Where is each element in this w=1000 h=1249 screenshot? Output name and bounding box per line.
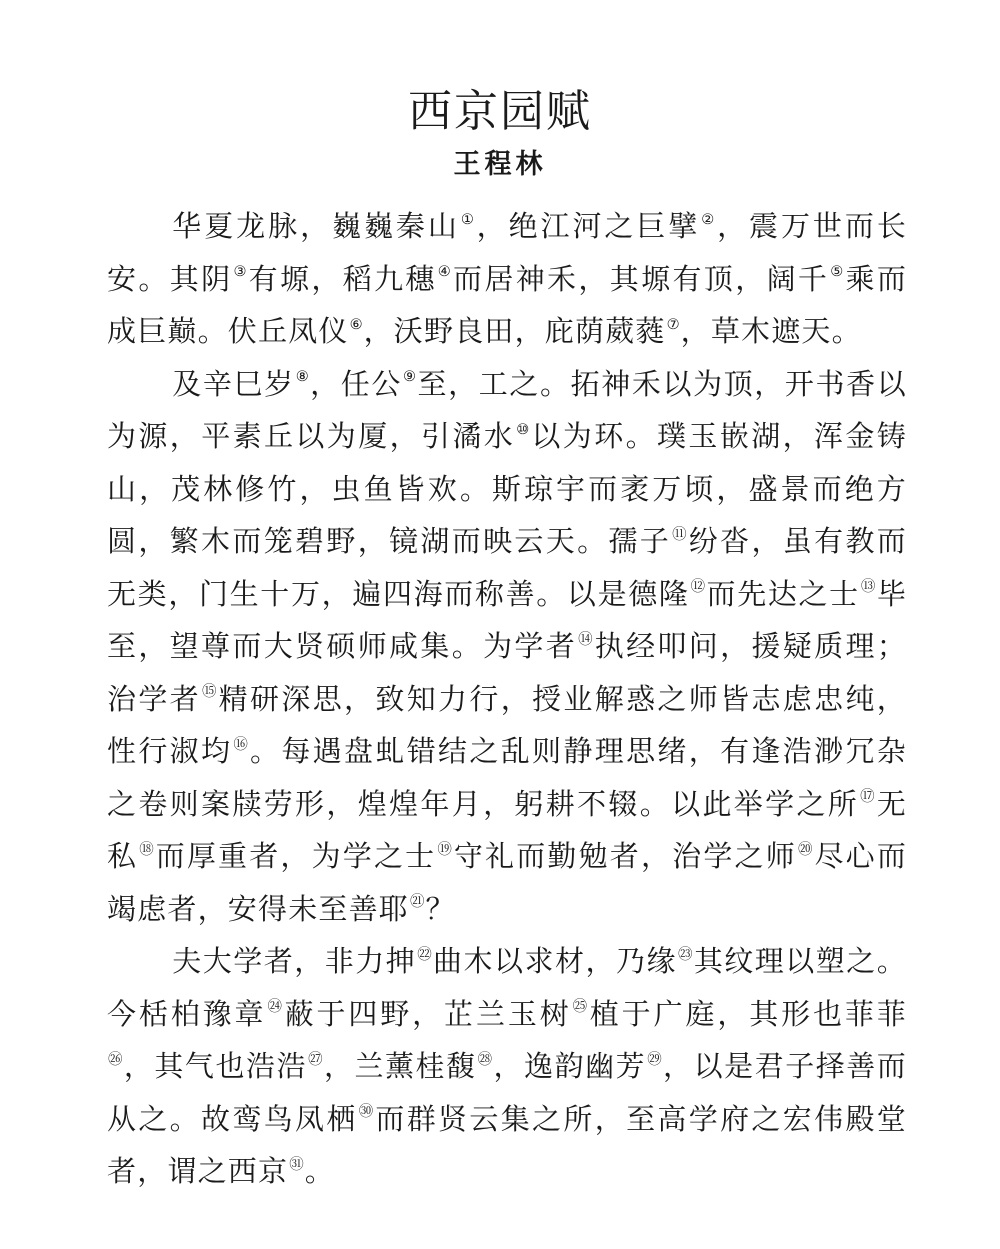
footnote-marker: ㉑ [410, 894, 425, 911]
paragraph-text: 植于广庭，其形也菲菲 [589, 996, 907, 1031]
footnote-marker: ⑳ [797, 841, 814, 858]
paragraph-text: 执经叩问，援疑质理；治学者 [107, 629, 907, 716]
paragraph-text: ，以是君子择善而从之。故鸾鸟凤栖 [107, 1049, 908, 1136]
footnote-marker: ㉖ [108, 1051, 123, 1068]
paragraph-text: 至，工之。拓神禾以为顶，开书香以为源，平素丘以为厦，引潏水 [107, 366, 907, 453]
footnote-marker: ⑪ [672, 526, 688, 543]
paragraph-text: ，绝江河之巨擘 [476, 209, 701, 243]
paragraph-text: ，草木遮天。 [680, 314, 862, 348]
paragraph-text: 蔽于四野，芷兰玉树 [284, 996, 572, 1031]
paragraph-text: 而先达之士 [706, 576, 860, 611]
footnote-marker: ⑨ [403, 369, 417, 386]
page-title: 西京园赋 [408, 86, 592, 137]
paragraph-text: ？ [425, 891, 456, 926]
footnote-marker: ㉕ [572, 999, 589, 1016]
footnote-marker: ⑱ [139, 841, 155, 858]
paragraph-text: 有塬，稻九穗 [248, 261, 437, 296]
paragraph-text: 曲木以求材，乃缘 [433, 944, 678, 978]
paragraph-text: ，其气也浩浩 [123, 1049, 308, 1083]
footnote-marker: ⑮ [202, 684, 218, 701]
footnote-marker: ⑦ [666, 316, 680, 333]
paragraph-text: 及辛巳岁 [172, 366, 295, 401]
paragraph-text: ，震万世而长安。其阴 [107, 209, 908, 296]
paragraph-text: 纷沓，虽有教而无类，门生十万，遍四海而称善。以是德隆 [107, 524, 908, 611]
paragraph-text: 乘而成巨巅。伏丘凤仪 [107, 261, 908, 348]
paragraph-text: 以为环。璞玉嵌湖，浑金铸山，茂林修竹，虫鱼皆欢。斯琼宇而袤万顷，盛景而绝方圆，繁木而笼碧野，镜湖而映云天。孺子 [107, 419, 907, 558]
paragraph-text: 精研深思，致知力行，授业解惑之师皆志虑忠纯，性行淑均 [107, 681, 907, 768]
paragraph-text: ，任公 [310, 366, 403, 401]
footnote-marker: ㉙ [647, 1051, 663, 1068]
footnote-marker: ⑬ [860, 579, 876, 596]
footnote-marker: ㉓ [678, 946, 693, 963]
footnote-marker: ⑧ [295, 369, 310, 386]
footnote-marker: ③ [233, 264, 248, 281]
footnote-marker: ⑭ [578, 631, 594, 648]
footnote-marker: ⑤ [830, 264, 845, 281]
footnote-marker: ② [701, 211, 717, 228]
paragraph-text: 。每遇盘虬错结之乱则静理思绪，有逢浩渺冗杂之卷则案牍劳形，煌煌年月，躬耕不辍。以此举学之所 [107, 734, 907, 821]
footnote-marker: ④ [437, 264, 452, 281]
paragraph-text: 而居神禾，其塬有顶，阔千 [452, 261, 830, 296]
footnote-marker: ㉘ [477, 1051, 493, 1068]
paragraph-text: ，逸韵幽芳 [493, 1049, 647, 1083]
paragraph-text: 守礼而勤勉者，治学之师 [453, 839, 797, 873]
footnote-marker: ⑯ [233, 736, 249, 753]
footnote-marker: ㉒ [417, 946, 433, 963]
paragraph-text: 夫大学者，非力抻 [172, 944, 417, 978]
footnote-marker: ⑫ [690, 579, 706, 596]
footnote-marker: ① [460, 211, 476, 228]
article-body [107, 200, 907, 1198]
footnote-marker: ⑲ [437, 841, 453, 858]
footnote-marker: ⑩ [516, 421, 531, 438]
paragraph [107, 200, 907, 358]
paragraph-text: 。 [304, 1154, 335, 1188]
footnote-marker: ㉔ [267, 999, 284, 1016]
footnote-marker: ㉚ [358, 1104, 375, 1121]
paragraph-text: 毕至，望尊而大贤硕师咸集。为学者 [107, 576, 908, 663]
footnote-marker: ⑰ [860, 789, 876, 806]
paragraph-text: ，兰薰桂馥 [323, 1049, 477, 1083]
footnote-marker: ㉗ [308, 1051, 323, 1068]
paragraph-text: 而群贤云集之所，至高学府之宏伟殿堂者，谓之西京 [107, 1101, 907, 1188]
paragraph-text: 而厚重者，为学之士 [155, 839, 437, 873]
paragraph [107, 358, 907, 936]
paragraph [107, 935, 907, 1198]
paragraph-text: 其纹理以塑之。今栝柏豫章 [107, 944, 907, 1031]
paragraph-text: 华夏龙脉，巍巍秦山 [172, 209, 460, 243]
footnote-marker: ㉛ [289, 1156, 304, 1173]
paragraph-text: ，沃野良田，庇荫葳蕤 [363, 314, 666, 348]
footnote-marker: ⑥ [349, 316, 363, 333]
author-name: 王程林 [453, 149, 547, 180]
paragraph-text: 尽心而竭虑者，安得未至善耶 [107, 839, 908, 926]
paragraph-text: 无私 [107, 786, 907, 873]
